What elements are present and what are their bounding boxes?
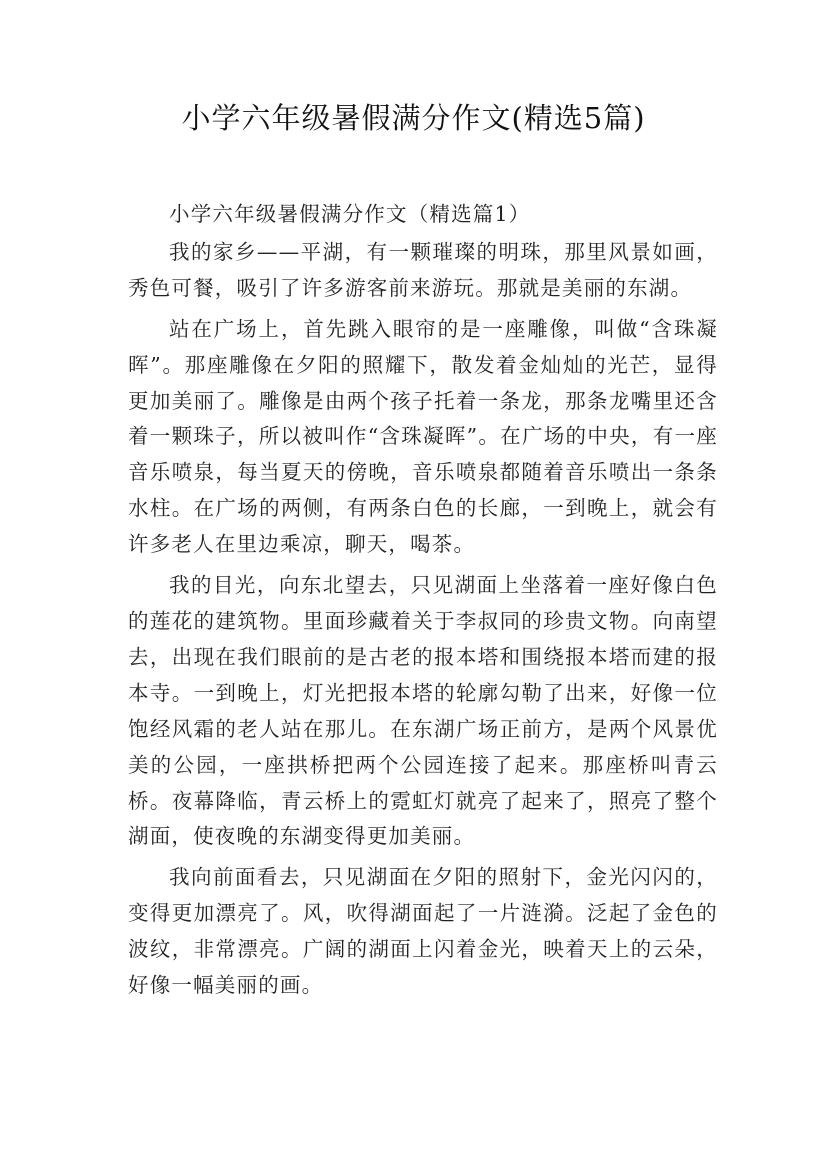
paragraph-4: 我向前面看去，只见湖面在夕阳的照射下，金光闪闪的，变得更加漂亮了。风，吹得湖面起了一片涟漪。泛起了金色的波纹，非常漂亮。广阔的湖面上闪着金光，映着天上的云朵，好像一幅美丽的画。 [128, 865, 718, 998]
paragraph-2: 站在广场上，首先跳入眼帘的是一座雕像，叫做“含珠凝晖”。那座雕像在夕阳的照耀下，散发着金灿灿的光芒，显得更加美丽了。雕像是由两个孩子托着一条龙，那条龙嘴里还含着一颗珠子，所以被叫作“含珠凝晖”。在广场的中央，有一座音乐喷泉，每当夏天的傍晚，音乐喷泉都随着音乐喷出一条条水柱。在广场的两侧，有两条白色的长廊，一到晚上，就会有许多老人在里边乘凉，聊天，喝茶。 [128, 316, 718, 557]
paragraph-1: 我的家乡——平湖，有一颗璀璨的明珠，那里风景如画，秀色可餐，吸引了许多游客前来游玩。那就是美丽的东湖。 [128, 239, 718, 300]
section-subtitle: 小学六年级暑假满分作文（精选篇1） [169, 202, 531, 226]
document-body [128, 197, 718, 1009]
document-title: 小学六年级暑假满分作文(精选5篇) [181, 101, 646, 135]
paragraph-3: 我的目光，向东北望去，只见湖面上坐落着一座好像白色的莲花的建筑物。里面珍藏着关于李叔同的珍贵文物。向南望去，出现在我们眼前的是古老的报本塔和围绕报本塔而建的报本寺。一到晚上，灯光把报本塔的轮廓勾勒了出来，好像一位饱经风霜的老人站在那儿。在东湖广场正前方，是两个风景优美的公园，一座拱桥把两个公园连接了起来。那座桥叫青云桥。夜幕降临，青云桥上的霓虹灯就亮了起来了，照亮了整个湖面，使夜晚的东湖变得更加美丽。 [128, 573, 718, 849]
